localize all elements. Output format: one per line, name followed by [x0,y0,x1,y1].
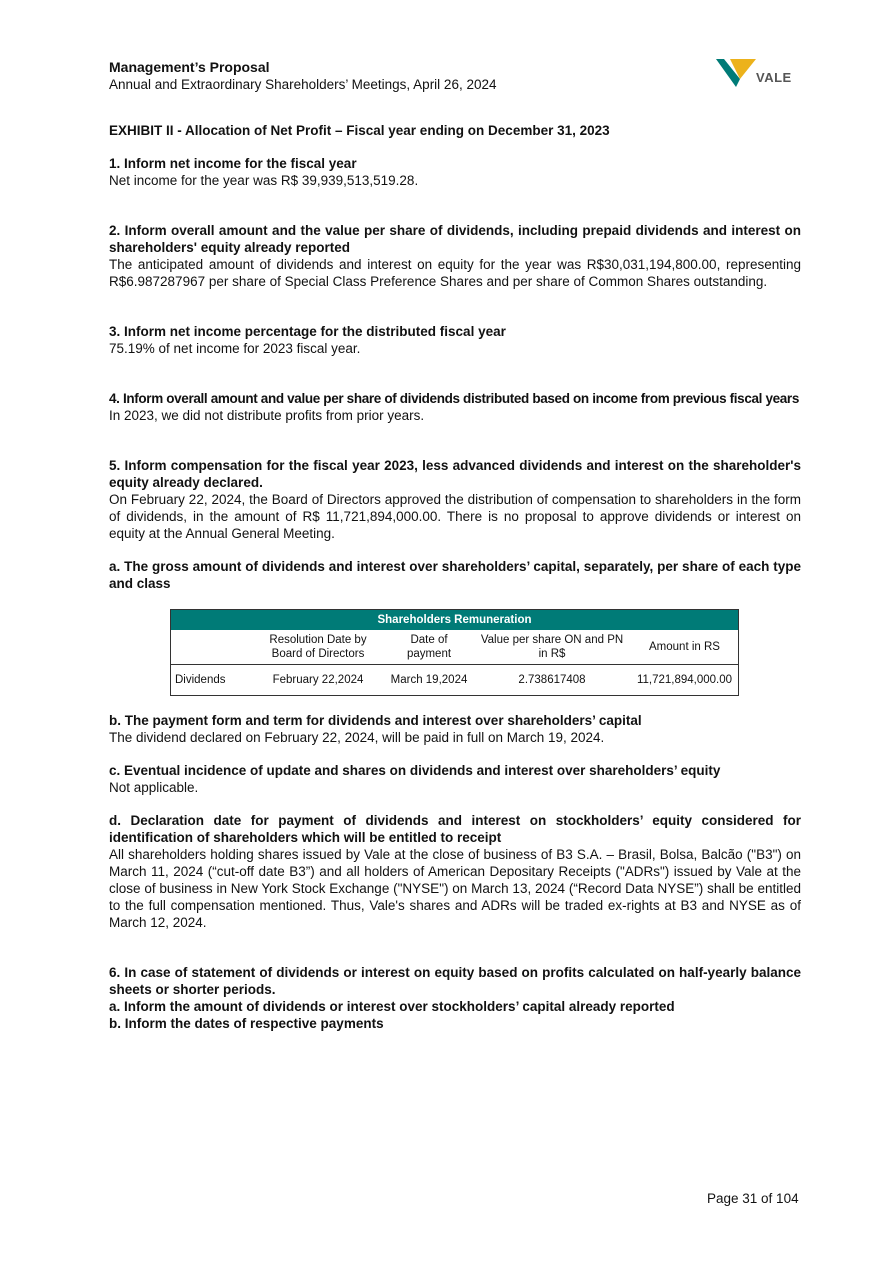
exhibit-title: EXHIBIT II - Allocation of Net Profit – Fiscal year ending on December 31, 2023 [109,123,610,138]
header-date-of-payment: Date of payment [385,630,473,665]
section-3-body: 75.19% of net income for 2023 fiscal year. [109,341,361,356]
row-amount: 11,721,894,000.00 [636,674,733,686]
header-value-per-share: Value per share ON and PN in R$ [473,630,631,665]
vale-logo-icon [716,57,756,89]
row-value-per-share: 2.738617408 [518,674,586,686]
section-5d-body: All shareholders holding shares issued by Vale at the close of business of B3 S.A. – Brasil, Bolsa, Balcão ("B3") on March 11, 2024 (“cut-off date B3”) and all holders of American Depositary Receipts ("ADRs") issued by Vale at the close of business in New York Stock Exchange ("NYSE") on March 13, 2024 (“Record Data NYSE”) shall be entitled to the full compensation mentioned. Thus, Vale's shares and ADRs will be traded ex-rights at B3 and NYSE as of March 12, 2024. [109,847,801,930]
logo-text: VALE [756,70,792,85]
page-content [109,122,801,1032]
row-resolution-date: February 22,2024 [272,674,364,686]
section-5a-heading: a. The gross amount of dividends and interest over shareholders’ capital, separately, per share of each type and class [109,559,801,591]
section-5b-heading: b. The payment form and term for dividends and interest over shareholders’ capital [109,713,642,728]
header-amount: Amount in RS [631,630,739,665]
section-6a-heading: a. Inform the amount of dividends or interest over stockholders’ capital already reported [109,999,675,1014]
section-6b-heading: b. Inform the dates of respective payments [109,1016,384,1031]
page-number: Page 31 of 104 [707,1191,799,1206]
header-resolution-date: Resolution Date by Board of Directors [251,630,385,665]
header-empty-cell [171,630,252,665]
section-1-body: Net income for the year was R$ 39,939,513,519.28. [109,173,419,188]
table-header-row [171,630,739,665]
section-4-heading: 4. Inform overall amount and value per share of dividends distributed based on income from previous fiscal years [109,391,799,406]
header-subtitle: Annual and Extraordinary Shareholders’ Meetings, April 26, 2024 [109,77,497,92]
section-4-body: In 2023, we did not distribute profits from prior years. [109,408,425,423]
section-5c-body: Not applicable. [109,780,199,795]
section-5-heading: 5. Inform compensation for the fiscal year 2023, less advanced dividends and interest on the shareholder's equity already declared. [109,458,801,490]
shareholders-remuneration-table [170,609,739,696]
section-1-heading: 1. Inform net income for the fiscal year [109,156,357,171]
section-5b-body: The dividend declared on February 22, 2024, will be paid in full on March 19, 2024. [109,730,605,745]
section-5c-heading: c. Eventual incidence of update and shares on dividends and interest over shareholders’ equity [109,763,721,778]
table-title: Shareholders Remuneration [171,610,739,631]
row-payment-date: March 19,2024 [390,674,468,686]
header-title: Management’s Proposal [109,59,270,75]
section-2-body: The anticipated amount of dividends and interest on equity for the year was R$30,031,194,800.00, representing R$6.987287967 per share of Special Class Preference Shares and per share of Common Shares outstanding. [109,257,801,289]
table-row [171,665,739,696]
section-2-heading: 2. Inform overall amount and the value per share of dividends, including prepaid dividends and interest on shareholders' equity already reported [109,223,801,255]
section-6-heading: 6. In case of statement of dividends or interest on equity based on profits calculated on half-yearly balance sheets or shorter periods. [109,965,801,997]
section-3-heading: 3. Inform net income percentage for the distributed fiscal year [109,324,506,339]
section-5d-heading: d. Declaration date for payment of dividends and interest on stockholders’ equity considered for identification of shareholders which will be entitled to receipt [109,813,801,845]
row-label: Dividends [175,674,226,686]
section-5-body: On February 22, 2024, the Board of Directors approved the distribution of compensation to shareholders in the form of dividends, in the amount of R$ 11,721,894,000.00. There is no proposal to approve dividends or interest on equity at the Annual General Meeting. [109,492,801,541]
vale-logo [716,57,796,89]
